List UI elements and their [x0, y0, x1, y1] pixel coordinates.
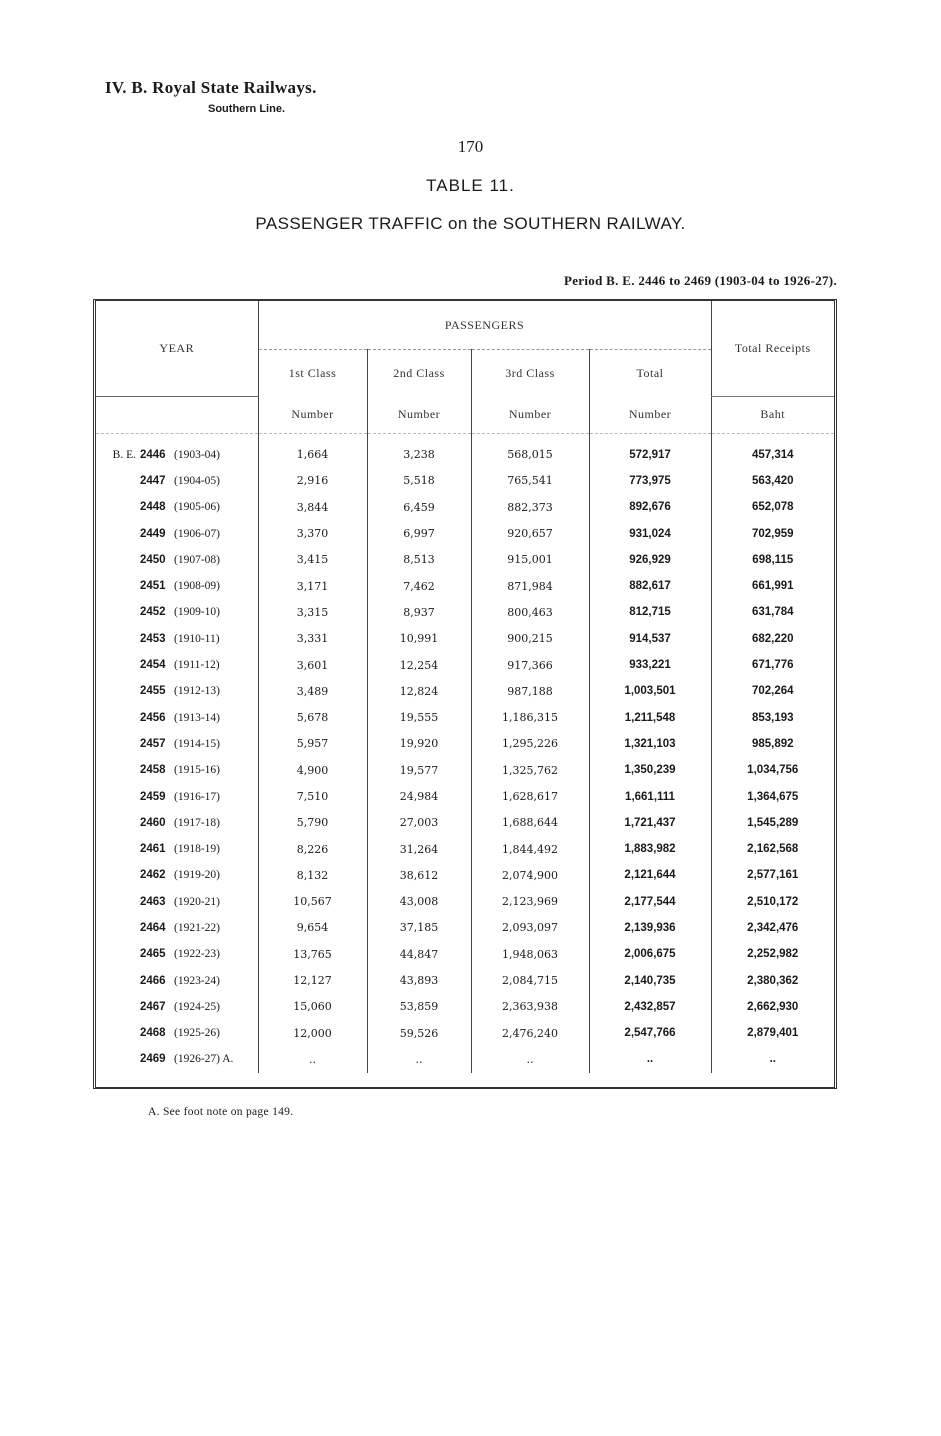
year-ad: (1908-09) — [174, 580, 220, 593]
second-class-cell: 44,847 — [367, 941, 471, 967]
table-row — [96, 433, 834, 468]
receipts-cell: 2,577,161 — [711, 862, 834, 888]
year-be: 2447 — [140, 474, 166, 487]
unit-baht: Baht — [711, 396, 834, 433]
unit-number: Number — [471, 396, 589, 433]
table-row — [96, 573, 834, 599]
year-be: 2452 — [140, 606, 166, 619]
year-ad: (1919-20) — [174, 869, 220, 882]
third-class-header: 3rd Class — [471, 350, 589, 397]
second-class-cell: 7,462 — [367, 573, 471, 599]
second-class-cell: 27,003 — [367, 810, 471, 836]
third-class-cell: .. — [471, 1046, 589, 1072]
year-be: 2455 — [140, 685, 166, 698]
table-row — [96, 678, 834, 704]
year-ad: (1921-22) — [174, 921, 220, 934]
year-ad: (1913-14) — [174, 711, 220, 724]
year-cell — [96, 757, 258, 783]
third-class-cell: 1,688,644 — [471, 810, 589, 836]
year-cell — [96, 836, 258, 862]
third-class-cell: 1,186,315 — [471, 704, 589, 730]
year-ad: (1916-17) — [174, 790, 220, 803]
receipts-cell: 853,193 — [711, 704, 834, 730]
table-row — [96, 941, 834, 967]
receipts-cell: 2,342,476 — [711, 915, 834, 941]
second-class-cell: .. — [367, 1046, 471, 1072]
year-be: 2460 — [140, 816, 166, 829]
total-cell: 1,883,982 — [589, 836, 711, 862]
first-class-cell: 3,415 — [258, 547, 367, 573]
first-class-cell: 1,664 — [258, 433, 367, 468]
total-cell: 2,121,644 — [589, 862, 711, 888]
total-cell: 572,917 — [589, 433, 711, 468]
table-row — [96, 783, 834, 809]
section-title: IV. B. Royal State Railways. — [105, 78, 317, 97]
total-cell: 773,975 — [589, 468, 711, 494]
receipts-cell: 1,545,289 — [711, 810, 834, 836]
year-cell — [96, 599, 258, 625]
second-class-cell: 10,991 — [367, 626, 471, 652]
year-be: 2449 — [140, 527, 166, 540]
second-class-cell: 53,859 — [367, 994, 471, 1020]
passengers-header: PASSENGERS — [258, 301, 711, 350]
total-header: Total — [589, 350, 711, 397]
second-class-cell: 6,459 — [367, 494, 471, 520]
table-row — [96, 836, 834, 862]
year-be: 2450 — [140, 553, 166, 566]
receipts-cell: 702,264 — [711, 678, 834, 704]
year-ad: (1924-25) — [174, 1000, 220, 1013]
year-cell — [96, 626, 258, 652]
year-be: 2459 — [140, 790, 166, 803]
year-be: 2468 — [140, 1027, 166, 1040]
year-ad: (1903-04) — [174, 448, 220, 461]
year-cell — [96, 652, 258, 678]
second-class-cell: 12,824 — [367, 678, 471, 704]
total-cell: 1,211,548 — [589, 704, 711, 730]
receipts-cell: 2,879,401 — [711, 1020, 834, 1046]
year-ad: (1907-08) — [174, 553, 220, 566]
second-class-cell: 5,518 — [367, 468, 471, 494]
second-class-cell: 12,254 — [367, 652, 471, 678]
second-class-cell: 59,526 — [367, 1020, 471, 1046]
table-row — [96, 1046, 834, 1072]
year-cell — [96, 433, 258, 468]
year-be: 2451 — [140, 580, 166, 593]
second-class-cell: 43,893 — [367, 967, 471, 993]
table-row — [96, 915, 834, 941]
unit-number: Number — [258, 396, 367, 433]
second-class-cell: 31,264 — [367, 836, 471, 862]
first-class-header: 1st Class — [258, 350, 367, 397]
first-class-cell: 3,370 — [258, 520, 367, 546]
receipts-cell: 631,784 — [711, 599, 834, 625]
third-class-cell: 915,001 — [471, 547, 589, 573]
receipts-cell: 1,364,675 — [711, 783, 834, 809]
year-cell — [96, 810, 258, 836]
third-class-cell: 800,463 — [471, 599, 589, 625]
receipts-cell: 457,314 — [711, 433, 834, 468]
year-be: 2458 — [140, 764, 166, 777]
receipts-cell: 661,991 — [711, 573, 834, 599]
first-class-cell: 10,567 — [258, 889, 367, 915]
table-row — [96, 1020, 834, 1046]
receipts-cell: 2,380,362 — [711, 967, 834, 993]
year-ad: (1914-15) — [174, 737, 220, 750]
first-class-cell: 2,916 — [258, 468, 367, 494]
table-row — [96, 994, 834, 1020]
passenger-traffic-table — [93, 299, 837, 1089]
total-cell: 914,537 — [589, 626, 711, 652]
receipts-cell: 563,420 — [711, 468, 834, 494]
total-cell: 2,140,735 — [589, 967, 711, 993]
third-class-cell: 2,123,969 — [471, 889, 589, 915]
year-cell — [96, 941, 258, 967]
receipts-cell: 2,162,568 — [711, 836, 834, 862]
second-class-cell: 19,577 — [367, 757, 471, 783]
third-class-cell: 2,084,715 — [471, 967, 589, 993]
total-cell: 1,721,437 — [589, 810, 711, 836]
total-receipts-header: Total Receipts — [711, 301, 834, 396]
second-class-cell: 8,937 — [367, 599, 471, 625]
receipts-cell: 652,078 — [711, 494, 834, 520]
table-row — [96, 599, 834, 625]
total-cell: 1,661,111 — [589, 783, 711, 809]
data-table — [96, 301, 834, 1073]
second-class-cell: 19,920 — [367, 731, 471, 757]
third-class-cell: 882,373 — [471, 494, 589, 520]
year-be: 2469 — [140, 1053, 166, 1066]
year-ad: (1918-19) — [174, 843, 220, 856]
year-be: 2467 — [140, 1000, 166, 1013]
first-class-cell: 3,315 — [258, 599, 367, 625]
year-ad: (1909-10) — [174, 606, 220, 619]
year-be: 2462 — [140, 869, 166, 882]
total-cell: 933,221 — [589, 652, 711, 678]
year-cell — [96, 573, 258, 599]
year-cell — [96, 889, 258, 915]
first-class-cell: 15,060 — [258, 994, 367, 1020]
third-class-cell: 1,295,226 — [471, 731, 589, 757]
year-cell — [96, 731, 258, 757]
table-row — [96, 810, 834, 836]
year-ad: (1910-11) — [174, 632, 220, 645]
receipts-cell: 985,892 — [711, 731, 834, 757]
year-cell — [96, 468, 258, 494]
total-cell: 812,715 — [589, 599, 711, 625]
total-cell: 926,929 — [589, 547, 711, 573]
first-class-cell: 5,790 — [258, 810, 367, 836]
total-cell: 1,350,239 — [589, 757, 711, 783]
third-class-cell: 765,541 — [471, 468, 589, 494]
second-class-cell: 3,238 — [367, 433, 471, 468]
second-class-cell: 8,513 — [367, 547, 471, 573]
year-be: 2448 — [140, 501, 166, 514]
year-ad: (1912-13) — [174, 685, 220, 698]
second-class-cell: 43,008 — [367, 889, 471, 915]
receipts-cell: 682,220 — [711, 626, 834, 652]
receipts-cell: 2,252,982 — [711, 941, 834, 967]
total-cell: 2,177,544 — [589, 889, 711, 915]
year-cell — [96, 678, 258, 704]
first-class-cell: 3,844 — [258, 494, 367, 520]
table-body — [96, 433, 834, 1073]
second-class-cell: 24,984 — [367, 783, 471, 809]
receipts-cell: 698,115 — [711, 547, 834, 573]
year-be: 2456 — [140, 711, 166, 724]
year-cell — [96, 1020, 258, 1046]
third-class-cell: 1,948,063 — [471, 941, 589, 967]
year-be: 2463 — [140, 895, 166, 908]
third-class-cell: 1,628,617 — [471, 783, 589, 809]
first-class-cell: 8,226 — [258, 836, 367, 862]
first-class-cell: 3,331 — [258, 626, 367, 652]
receipts-cell: 2,662,930 — [711, 994, 834, 1020]
first-class-cell: 5,678 — [258, 704, 367, 730]
year-prefix: B. E. — [112, 448, 136, 461]
first-class-cell: 12,000 — [258, 1020, 367, 1046]
unit-number: Number — [589, 396, 711, 433]
table-row — [96, 889, 834, 915]
total-cell: 2,006,675 — [589, 941, 711, 967]
table-row — [96, 652, 834, 678]
first-class-cell: 8,132 — [258, 862, 367, 888]
table-row — [96, 626, 834, 652]
line-subtitle: Southern Line. — [208, 103, 285, 115]
first-class-cell: 12,127 — [258, 967, 367, 993]
table-row — [96, 757, 834, 783]
third-class-cell: 1,844,492 — [471, 836, 589, 862]
second-class-cell: 37,185 — [367, 915, 471, 941]
year-be: 2457 — [140, 737, 166, 750]
year-ad: (1925-26) — [174, 1027, 220, 1040]
year-be: 2466 — [140, 974, 166, 987]
receipts-cell: .. — [711, 1046, 834, 1072]
total-cell: .. — [589, 1046, 711, 1072]
first-class-cell: 13,765 — [258, 941, 367, 967]
year-cell — [96, 547, 258, 573]
year-cell — [96, 520, 258, 546]
year-be: 2446 — [140, 448, 166, 461]
year-ad: (1926-27) A. — [174, 1053, 234, 1066]
table-row — [96, 967, 834, 993]
table-row — [96, 547, 834, 573]
table-row — [96, 704, 834, 730]
year-unit-blank — [96, 396, 258, 433]
year-ad: (1911-12) — [174, 659, 220, 672]
second-class-header: 2nd Class — [367, 350, 471, 397]
third-class-cell: 2,074,900 — [471, 862, 589, 888]
year-cell — [96, 704, 258, 730]
first-class-cell: 9,654 — [258, 915, 367, 941]
year-be: 2453 — [140, 632, 166, 645]
year-ad: (1923-24) — [174, 974, 220, 987]
year-header: YEAR — [96, 301, 258, 396]
year-ad: (1920-21) — [174, 895, 220, 908]
year-cell — [96, 494, 258, 520]
total-cell: 2,547,766 — [589, 1020, 711, 1046]
table-row — [96, 862, 834, 888]
total-cell: 892,676 — [589, 494, 711, 520]
year-be: 2461 — [140, 843, 166, 856]
third-class-cell: 568,015 — [471, 433, 589, 468]
year-ad: (1904-05) — [174, 474, 220, 487]
total-cell: 2,432,857 — [589, 994, 711, 1020]
year-cell — [96, 915, 258, 941]
year-cell — [96, 862, 258, 888]
year-cell — [96, 994, 258, 1020]
year-ad: (1917-18) — [174, 816, 220, 829]
second-class-cell: 38,612 — [367, 862, 471, 888]
year-be: 2464 — [140, 921, 166, 934]
receipts-cell: 702,959 — [711, 520, 834, 546]
receipts-cell: 1,034,756 — [711, 757, 834, 783]
second-class-cell: 19,555 — [367, 704, 471, 730]
first-class-cell: .. — [258, 1046, 367, 1072]
second-class-cell: 6,997 — [367, 520, 471, 546]
table-row — [96, 468, 834, 494]
first-class-cell: 3,171 — [258, 573, 367, 599]
first-class-cell: 7,510 — [258, 783, 367, 809]
total-cell: 931,024 — [589, 520, 711, 546]
year-cell — [96, 967, 258, 993]
year-ad: (1905-06) — [174, 501, 220, 514]
year-cell — [96, 783, 258, 809]
year-ad: (1915-16) — [174, 764, 220, 777]
table-title: PASSENGER TRAFFIC on the SOUTHERN RAILWAY. — [255, 214, 686, 233]
year-be: 2465 — [140, 948, 166, 961]
first-class-cell: 3,601 — [258, 652, 367, 678]
year-ad: (1922-23) — [174, 948, 220, 961]
table-row — [96, 731, 834, 757]
third-class-cell: 900,215 — [471, 626, 589, 652]
table-row — [96, 494, 834, 520]
third-class-cell: 1,325,762 — [471, 757, 589, 783]
table-number: TABLE 11. — [426, 176, 515, 195]
third-class-cell: 2,476,240 — [471, 1020, 589, 1046]
total-cell: 1,003,501 — [589, 678, 711, 704]
receipts-cell: 2,510,172 — [711, 889, 834, 915]
footnote: A. See foot note on page 149. — [148, 1106, 294, 1118]
receipts-cell: 671,776 — [711, 652, 834, 678]
total-cell: 882,617 — [589, 573, 711, 599]
year-cell — [96, 1046, 258, 1072]
third-class-cell: 987,188 — [471, 678, 589, 704]
total-cell: 1,321,103 — [589, 731, 711, 757]
total-cell: 2,139,936 — [589, 915, 711, 941]
first-class-cell: 5,957 — [258, 731, 367, 757]
table-row — [96, 520, 834, 546]
year-ad: (1906-07) — [174, 527, 220, 540]
unit-number: Number — [367, 396, 471, 433]
year-be: 2454 — [140, 659, 166, 672]
first-class-cell: 4,900 — [258, 757, 367, 783]
page-number: 170 — [457, 137, 484, 156]
third-class-cell: 871,984 — [471, 573, 589, 599]
third-class-cell: 2,363,938 — [471, 994, 589, 1020]
first-class-cell: 3,489 — [258, 678, 367, 704]
period-caption: Period B. E. 2446 to 2469 (1903-04 to 1926-27). — [564, 273, 837, 288]
third-class-cell: 917,366 — [471, 652, 589, 678]
third-class-cell: 2,093,097 — [471, 915, 589, 941]
third-class-cell: 920,657 — [471, 520, 589, 546]
